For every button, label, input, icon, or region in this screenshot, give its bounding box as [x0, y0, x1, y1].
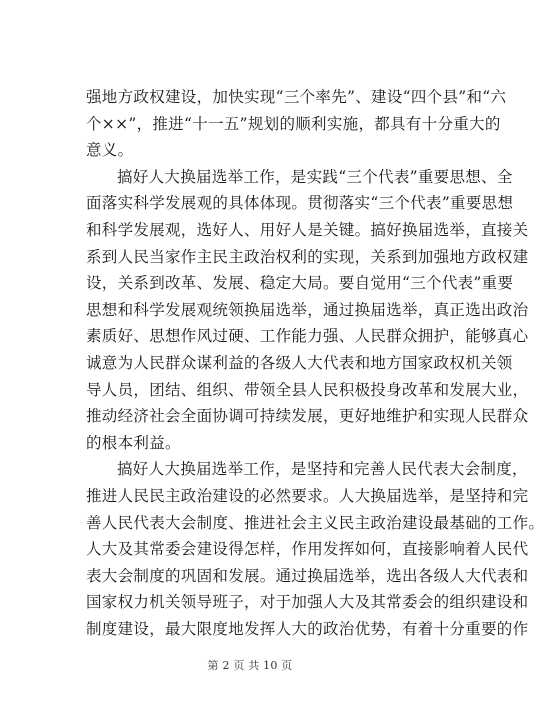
text-line: 诚意为人民群众谋利益的各级人大代表和地方国家政权机关领: [86, 353, 513, 372]
text-line: 和科学发展观，选好人、用好人是关键。搞好换届选举，直接关: [86, 220, 529, 239]
text-line: 善人民代表大会制度、推进社会主义民主政治建设最基础的工作。: [86, 513, 544, 532]
paragraph-2: [86, 164, 529, 457]
document-body: [86, 84, 544, 642]
text-line: 思想和科学发展观统领换届选举，通过换届选举，真正选出政治: [86, 300, 529, 319]
text-line: 导人员，团结、组织、带领全县人民积极投身改革和发展大业，: [86, 380, 529, 399]
text-line: 素质好、思想作风过硬、工作能力强、人民群众拥护，能够真心: [86, 327, 529, 346]
text-line: 国家权力机关领导班子，对于加强人大及其常委会的组织建设和: [86, 593, 529, 612]
text-line: 推进人民民主政治建设的必然要求。人大换届选举，是坚持和完: [86, 486, 529, 505]
text-line: 个××”，推进“十一五”规划的顺利实施，都具有十分重大的: [86, 114, 501, 133]
text-line: 人大及其常委会建设得怎样，作用发挥如何，直接影响着人民代: [86, 540, 529, 559]
text-line: 制度建设，最大限度地发挥人大的政治优势，有着十分重要的作: [86, 619, 529, 638]
text-line: 表大会制度的巩固和发展。通过换届选举，选出各级人大代表和: [86, 566, 529, 585]
paragraph-3: [86, 456, 544, 642]
text-line: 搞好人大换届选举工作，是实践“三个代表”重要思想、全: [117, 167, 513, 186]
text-line: 的根本利益。: [86, 433, 181, 452]
text-line: 系到人民当家作主民主政治权利的实现，关系到加强地方政权建: [86, 247, 529, 266]
text-line: 强地方政权建设，加快实现“三个率先”、建设“四个县”和“六: [86, 88, 507, 106]
text-line: 意义。: [86, 141, 134, 160]
text-line: 设，关系到改革、发展、稳定大局。要自觉用“三个代表”重要: [86, 274, 514, 293]
paragraph-1: [86, 84, 507, 164]
page-number-footer: 第 2 页 共 10 页: [207, 659, 293, 672]
text-line: 搞好人大换届选举工作，是坚持和完善人民代表大会制度，: [117, 460, 528, 479]
text-line: 面落实科学发展观的具体体现。贯彻落实“三个代表”重要思想: [86, 194, 514, 213]
text-line: 推动经济社会全面协调可持续发展，更好地维护和实现人民群众: [86, 407, 529, 426]
